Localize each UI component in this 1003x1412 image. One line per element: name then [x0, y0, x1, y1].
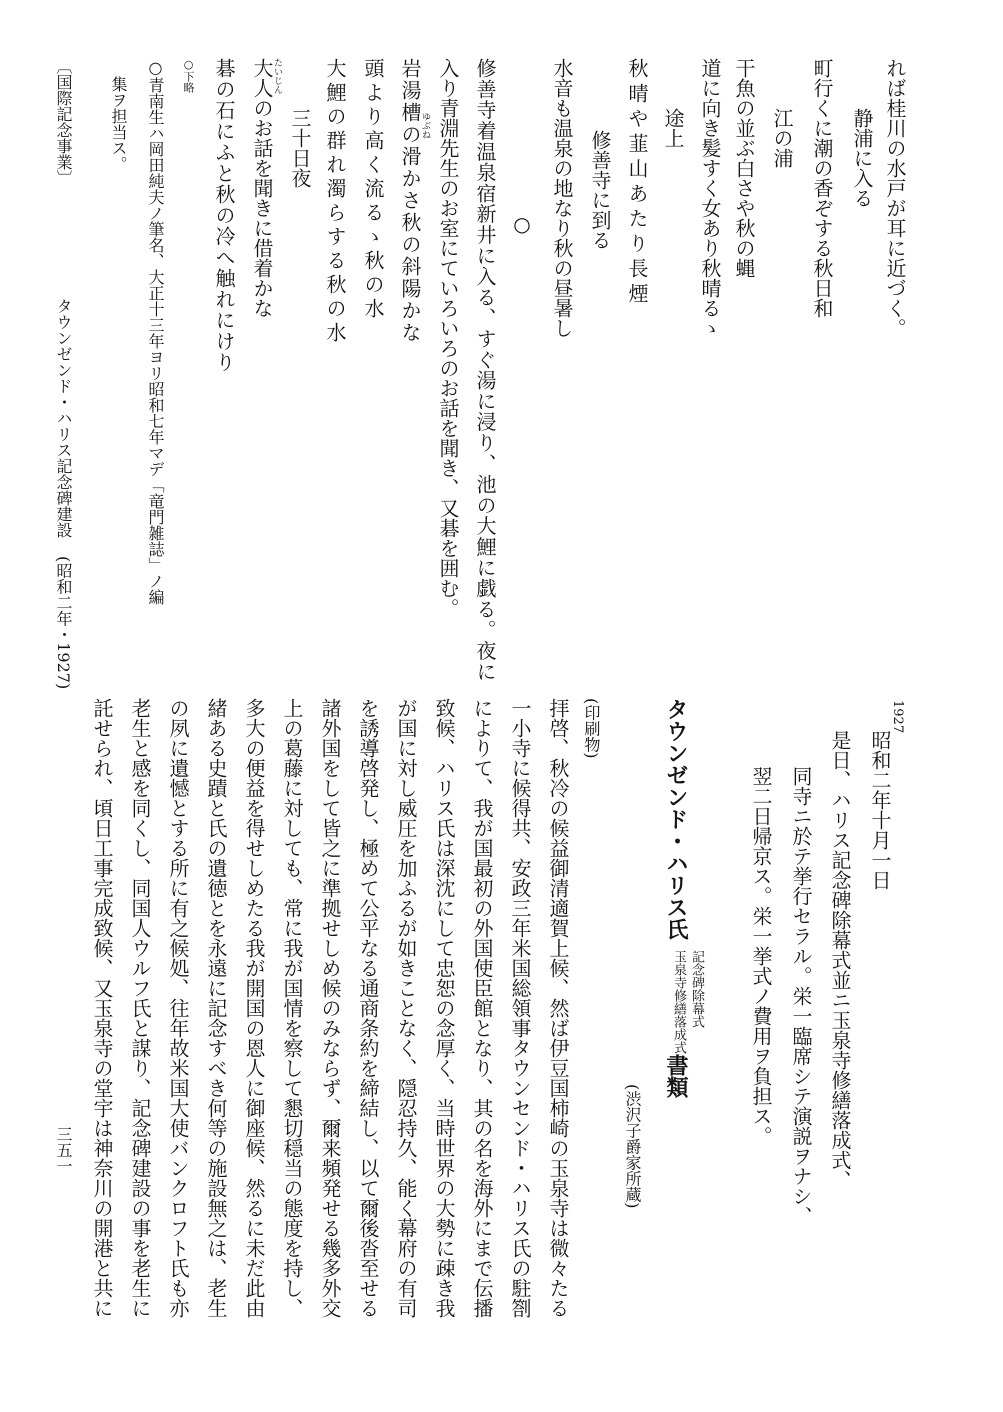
entry-date: 昭和二年十月一日 — [868, 730, 892, 890]
document-title: タウンゼンド・ハリス氏 — [663, 698, 689, 940]
body-line-13: 託せられ、頃日工事完成致候、又玉泉寺の堂宇は神奈川の開港と共に — [90, 698, 114, 1318]
body-line-7: 諸外国をして皆之に準拠せしめ候のみならず、爾来頻発せる幾多外交 — [318, 698, 342, 1318]
upper-line-20: ○下略 — [182, 58, 195, 93]
upper-line-15: 頭より高く流るゝ秋の水 — [361, 58, 385, 322]
document-title-sub-2: 玉泉寺修繕落成式 — [671, 950, 686, 1054]
entry-line-1: 是日、ハリス記念碑除幕式並ニ玉泉寺修繕落成式、 — [828, 730, 852, 1190]
upper-line-19: 碁の石にふと秋の冷へ触れにけり — [212, 58, 236, 373]
body-line-2: 一小寺に候得共、安政三年米国総領事タウンセンド・ハリス氏の駐劄 — [508, 698, 532, 1318]
printed-note: (印刷物) — [582, 698, 601, 759]
body-line-12: 老生と感を同くし、同国人ウルフ氏と謀り、記念碑建設の事を老生に — [128, 698, 152, 1318]
upper-line-9: 修善寺に到る — [588, 130, 612, 250]
upper-line-16: 大鯉の群れ濁らする秋の水 — [323, 58, 347, 346]
section-title: タウンゼンド・ハリス記念碑建設 — [54, 298, 73, 538]
body-line-1: 拝啓、秋冷の候益御清適賀上候、然ば伊豆国柿崎の玉泉寺は微々たる — [546, 698, 570, 1318]
body-line-3: によりて、我が国最初の外国使臣館となり、其の名を海外にまで伝播 — [470, 698, 494, 1318]
section-tag: 〔国際記念事業〕 — [54, 58, 73, 186]
body-line-11: の夙に遺憾とする所に有之候処、往年故米国大使バンクロフト氏も亦 — [166, 698, 190, 1318]
section-date: (昭和二年・1927) — [54, 556, 73, 690]
upper-line-18: 大人のお話を聞きに借着かな — [250, 58, 274, 318]
upper-line-17: 三十日夜 — [288, 108, 312, 188]
upper-line-22: 集ヲ担当ス。 — [109, 76, 128, 172]
body-line-4: 致候、ハリス氏は深沈にして忠恕の念厚く、当時世界の大勢に疎き我 — [432, 698, 456, 1318]
upper-line-1: れば桂川の水戸が耳に近づく。 — [883, 58, 907, 338]
upper-line-10: 水音も温泉の地なり秋の昼暑し — [550, 58, 574, 338]
page-number: 三五一 — [54, 1126, 73, 1174]
year-note: 1927 — [890, 700, 905, 734]
upper-line-3: 町行くに潮の香ぞする秋日和 — [810, 58, 834, 318]
upper-line-8: 秋晴や韮山あたり長煙 — [625, 58, 649, 308]
document-title-sub-1: 記念碑除幕式 — [689, 950, 704, 1028]
upper-line-13: 入り青淵先生のお室にていろいろのお話を聞き、又碁を囲む。 — [436, 58, 460, 618]
upper-line-2: 静浦に入る — [850, 108, 874, 208]
upper-line-5: 干魚の並ぶ白さや秋の蝿 — [732, 58, 756, 278]
upper-line-14: 岩湯槽の滑かさ秋の斜陽かな — [398, 58, 422, 344]
entry-line-3: 翌二日帰京ス。栄一挙式ノ費用ヲ負担ス。 — [749, 766, 773, 1146]
upper-line-18-ruby: たいじん — [272, 58, 282, 94]
upper-line-6: 道に向き髪すく女あり秋晴るゝ — [698, 58, 722, 338]
body-line-9: 多大の便益を得せしめたる我が開国の恩人に御座候、然るに未だ此由 — [242, 698, 266, 1318]
entry-line-2: 同寺ニ於テ挙行セラル。栄一臨席シテ演説ヲナシ、 — [789, 766, 813, 1226]
body-line-5: が国に対し威圧を加ふるが如きことなく、隠忍持久、能く幕府の有司 — [394, 698, 418, 1318]
document-title-end: 書類 — [663, 1054, 689, 1098]
upper-line-14-ruby: ゆぶね — [420, 112, 430, 139]
upper-line-21: ○青南生ハ岡田純夫ノ筆名、大正十三年ヨリ昭和七年マデ「竜門雑誌」ノ編 — [146, 58, 165, 605]
document-source: (渋沢子爵家所蔵) — [623, 1084, 642, 1209]
upper-line-7: 途上 — [661, 108, 685, 148]
upper-line-12: 修善寺着温泉宿新井に入る、すぐ湯に浸り、池の大鯉に戯る。夜に — [473, 58, 497, 682]
upper-line-4: 江の浦 — [770, 108, 794, 168]
upper-line-11: ○ — [510, 212, 534, 236]
body-line-8: 上の葛藤に対しても、常に我が国情を察して懇切穏当の態度を持し、 — [280, 698, 304, 1318]
body-line-6: を誘導啓発し、極めて公平なる通商条約を締結し、以て爾後沓至せる — [356, 698, 380, 1318]
body-line-10: 緒ある史蹟と氏の遺徳とを永遠に記念すべき何等の施設無之は、老生 — [204, 698, 228, 1318]
